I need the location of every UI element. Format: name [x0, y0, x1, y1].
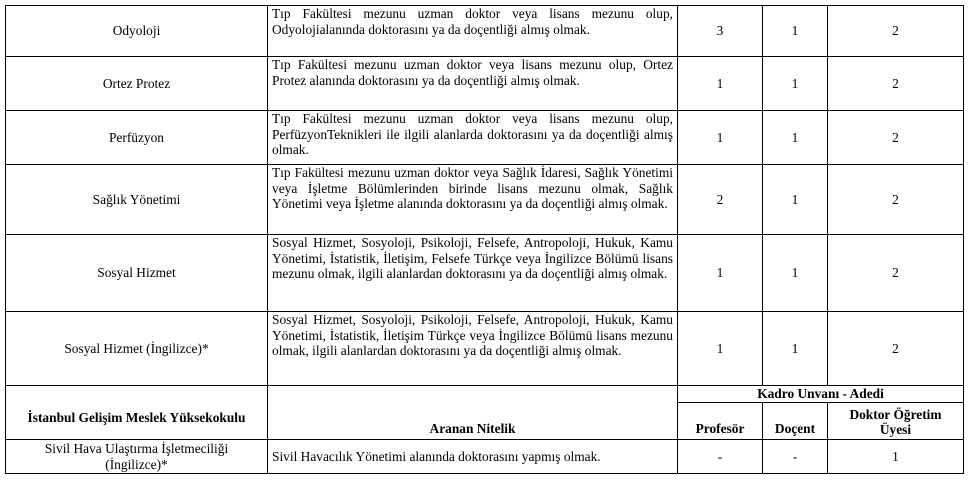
professor-count: 1: [678, 312, 763, 386]
program-name: Ortez Protez: [6, 57, 268, 111]
requirement-text: Tıp Fakültesi mezunu uzman doktor veya lisans mezunu olup, PerfüzyonTeknikleri ile ilgili alanlarda doktorasını ya da doçentliği almış olmak.: [268, 111, 678, 165]
doctor-count: 2: [828, 6, 964, 57]
professor-count: -: [678, 440, 763, 474]
cadre-header: Kadro Unvanı - Adedi: [678, 386, 964, 403]
requirement-text: Sosyal Hizmet, Sosyoloji, Psikoloji, Felsefe, Antropoloji, Hukuk, Kamu Yönetimi, İstatistik, İletişim, Felsefe Türkçe veya İngilizce Bölümü lisans mezunu olmak, ilgili alanlardan doktorasını ya da doçentliği almış olmak.: [268, 235, 678, 312]
program-name: Sağlık Yönetimi: [6, 165, 268, 235]
table-row: [6, 57, 964, 111]
associate-count: 1: [763, 235, 828, 312]
associate-count: 1: [763, 165, 828, 235]
table-row: [6, 6, 964, 57]
requirement-text: Tıp Fakültesi mezunu uzman doktor veya lisans mezunu olup, Ortez Protez alanında doktorasını ya da doçentliği almış olmak.: [268, 57, 678, 111]
associate-count: 1: [763, 6, 828, 57]
table-row: [6, 165, 964, 235]
requirement-text: Tıp Fakültesi mezunu uzman doktor veya lisans mezunu olup, Odyolojialanında doktorasını ya da doçentliği almış olmak.: [268, 6, 678, 57]
doctor-header: Doktor Öğretim Üyesi: [828, 403, 964, 440]
requirement-header: Aranan Nitelik: [268, 386, 678, 440]
professor-header: Profesör: [678, 403, 763, 440]
doctor-count: 2: [828, 165, 964, 235]
table-row: [6, 440, 964, 474]
associate-count: 1: [763, 312, 828, 386]
requirement-text: Tıp Fakültesi mezunu uzman doktor veya Sağlık İdaresi, Sağlık Yönetimi veya İşletme Bölümlerinden birinde lisans mezunu olmak, Sağlık Yönetimi veya İşletme alanında doktorasını ya da doçentliği almış olmak.: [268, 165, 678, 235]
doctor-count: 2: [828, 111, 964, 165]
program-name: Perfüzyon: [6, 111, 268, 165]
professor-count: 1: [678, 235, 763, 312]
table-row: [6, 111, 964, 165]
doctor-count: 2: [828, 235, 964, 312]
program-name: Sosyal Hizmet (İngilizce)*: [6, 312, 268, 386]
program-name: Sosyal Hizmet: [6, 235, 268, 312]
table-row: [6, 235, 964, 312]
program-name: Sivil Hava Ulaştırma İşletmeciliği (İngilizce)*: [6, 440, 268, 474]
associate-header: Doçent: [763, 403, 828, 440]
section-header-row: [6, 386, 964, 403]
requirement-text: Sivil Havacılık Yönetimi alanında doktorasını yapmış olmak.: [268, 440, 678, 474]
doctor-count: 2: [828, 312, 964, 386]
school-name: İstanbul Gelişim Meslek Yüksekokulu: [6, 386, 268, 440]
professor-count: 1: [678, 111, 763, 165]
program-name: Odyoloji: [6, 6, 268, 57]
doctor-count: 1: [828, 440, 964, 474]
table-row: [6, 312, 964, 386]
positions-table: [5, 5, 964, 474]
requirement-text: Sosyal Hizmet, Sosyoloji, Psikoloji, Felsefe, Antropoloji, Hukuk, Kamu Yönetimi, İstatistik, İletişim Türkçe veya İngilizce Bölümü lisans mezunu olmak, ilgili alanlardan doktorasını ya da doçentliği almış olmak.: [268, 312, 678, 386]
associate-count: -: [763, 440, 828, 474]
professor-count: 1: [678, 57, 763, 111]
doctor-count: 2: [828, 57, 964, 111]
associate-count: 1: [763, 111, 828, 165]
associate-count: 1: [763, 57, 828, 111]
professor-count: 3: [678, 6, 763, 57]
professor-count: 2: [678, 165, 763, 235]
